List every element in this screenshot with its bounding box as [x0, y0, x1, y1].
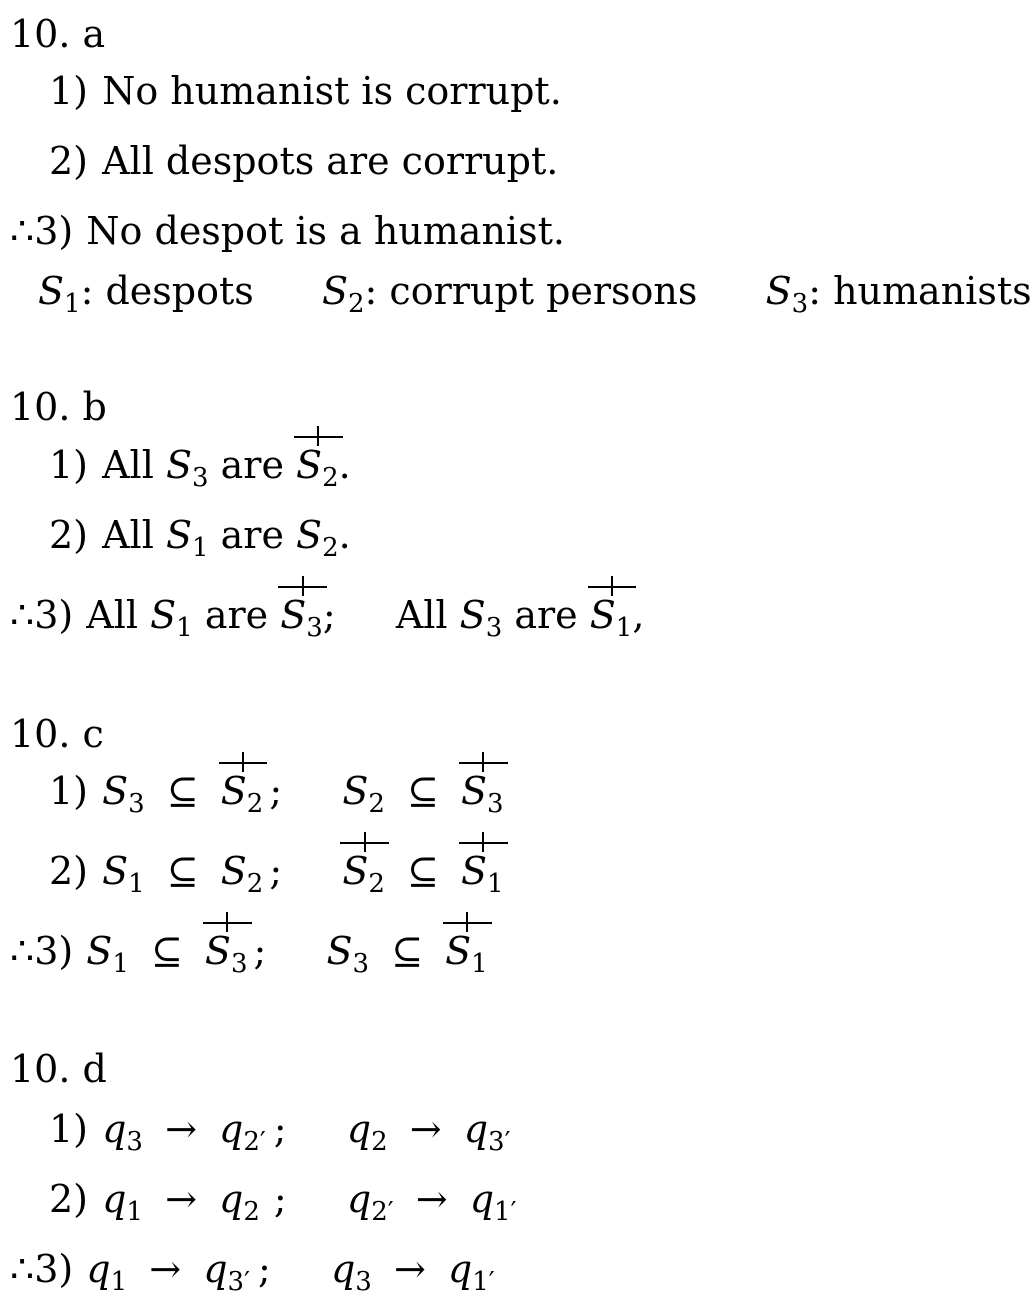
step-label: 3): [34, 593, 74, 637]
complement-s1: $S_1$: [589, 593, 633, 643]
step-text: No humanist is corrupt.: [102, 69, 562, 113]
section-c-step-3: ∴3) $S_1$ ⊆ $S_3$ ; $S_3$ ⊆ $S_1$: [10, 929, 488, 979]
complement-s2: $S_2$: [296, 443, 339, 493]
step-label: 2): [48, 513, 88, 557]
step-label: 3): [34, 209, 74, 253]
section-b-heading: 10. b: [10, 385, 107, 429]
section-d-step-2: 2) $q_1 \to q_2$ ; $q_{2'} \to q_{1'}$: [0, 1180, 516, 1218]
section-b-step-3: ∴3) All $S_1$ are $S_3$; All $S_3$ are $S_1$,: [10, 593, 645, 643]
definition-s1: $S_1$: despots: [38, 269, 254, 319]
section-a-definitions: [38, 269, 1032, 319]
section-a-step-3: [10, 209, 565, 253]
section-b-step-2: 2) All $S_1$ are $S_2$.: [0, 516, 351, 554]
section-b-step-1: 1) All $S_3$ are $S_2$.: [0, 446, 351, 484]
section-a-step-2: [0, 139, 559, 183]
step-label: 1): [48, 69, 88, 113]
definition-s3: $S_3$: humanists: [765, 269, 1032, 319]
complement-s3: $S_3$: [280, 593, 323, 643]
section-c-step-1: 1) $S_3$ ⊆ $S_2$ ; $S_2$ ⊆ $S_3$: [0, 772, 504, 810]
section-d-step-1: 1) $q_3 \to q_{2'}$ ; $q_2 \to q_{3'}$: [0, 1110, 510, 1148]
therefore-symbol: ∴: [10, 929, 35, 973]
section-a-heading: 10. a: [10, 12, 106, 56]
step-label: 3): [34, 929, 74, 973]
step-text: All despots are corrupt.: [102, 139, 559, 183]
step-label: 1): [48, 443, 88, 487]
section-a-step-1: [0, 69, 562, 113]
therefore-symbol: ∴: [10, 1247, 35, 1291]
step-label: 2): [48, 849, 88, 893]
therefore-symbol: ∴: [10, 209, 35, 253]
step-label: 2): [48, 1177, 88, 1221]
step-label: 1): [48, 769, 88, 813]
section-c-heading: 10. c: [10, 712, 104, 756]
step-text: No despot is a humanist.: [86, 209, 565, 253]
section-c-step-2: 2) $S_1$ ⊆ $S_2$ ; $S_2$ ⊆ $S_1$: [0, 852, 504, 890]
step-label: 3): [34, 1247, 74, 1291]
section-d-step-3: ∴3) $q_1 \to q_{3'}$ ; $q_3 \to q_{1'}$: [10, 1247, 495, 1297]
section-d-heading: 10. d: [10, 1047, 107, 1091]
step-label: 2): [48, 139, 88, 183]
step-label: 1): [48, 1107, 88, 1151]
definition-s2: $S_2$: corrupt persons: [321, 269, 698, 319]
therefore-symbol: ∴: [10, 593, 35, 637]
